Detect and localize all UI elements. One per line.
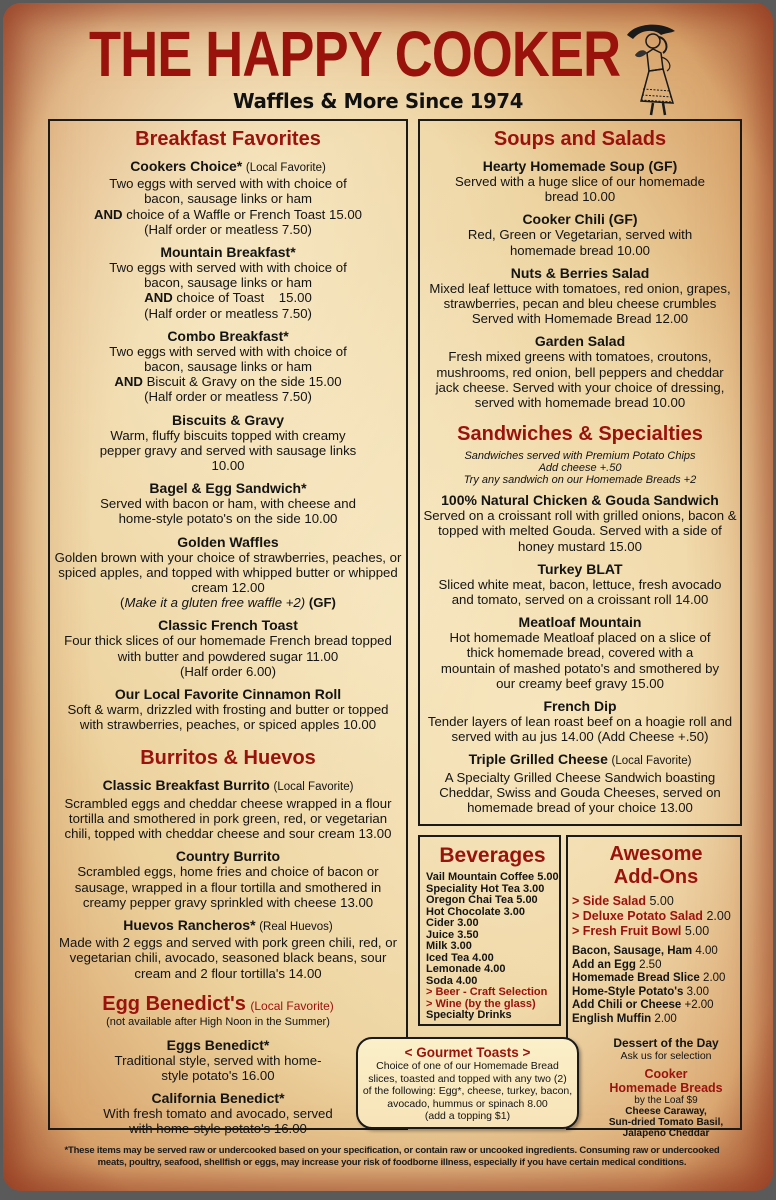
- item-extra: (Half order or meatless 7.50): [144, 305, 312, 321]
- toasts-line: of the following: Egg*, cheese, turkey, bacon,: [362, 1085, 573, 1097]
- beverage-price: 4.00: [484, 963, 506, 975]
- menu-item: Golden Waffles Golden brown with your choice of strawberries, peaches, or spiced apples, and topped with whipped butter or whipped cream 12.00 (Make it a gluten free waffle +2) (GF): [54, 533, 402, 611]
- addon-item: [572, 959, 740, 973]
- beverage-price: 3.00: [457, 917, 479, 929]
- menu-item: [420, 751, 740, 815]
- addons-title-line2: Add-Ons: [613, 866, 699, 888]
- item-note: (Local Favorite): [273, 781, 354, 794]
- menu-item: [50, 1037, 406, 1083]
- item-note: (Local Favorite): [245, 162, 326, 174]
- item-desc: Sliced white meat, bacon, lettuce, fresh avocado and tomato, served on a croissant roll 14.00: [438, 576, 722, 608]
- beverages-section-title: Beverages: [439, 844, 546, 867]
- item-emphasis: AND: [144, 290, 173, 306]
- beverage-price: 3.00: [450, 940, 472, 952]
- breakfast-section-title: Breakfast Favorites: [135, 128, 321, 150]
- addon-price: 2.00: [654, 1012, 677, 1025]
- addon-item: [572, 972, 740, 986]
- bread-variety: Jalapeño Cheddar: [622, 1128, 710, 1139]
- item-name: Huevos Rancheros*: [123, 916, 256, 933]
- item-desc: choice of Toast 15.00: [172, 290, 312, 306]
- menu-item: [50, 480, 406, 526]
- item-name: Nuts & Berries Salad: [510, 264, 650, 281]
- breads-price: by the Loaf $9: [634, 1095, 698, 1106]
- beverage-price: 4.00: [455, 974, 478, 987]
- addon-price: 3.00: [686, 985, 709, 998]
- item-desc: Fresh mixed greens with tomatoes, croutons, mushrooms, red onion, bell peppers and cheddar jack cheese. Served with your choice of dressing, served with homemade bread 10.00: [435, 349, 725, 411]
- item-desc: Hot homemade Meatloaf placed on a slice of thick homemade bread, covered with a mountain of mashed potato's and smothered by our creamy beef gravy 15.00: [440, 630, 720, 691]
- menu-item: [420, 158, 740, 204]
- item-desc: Biscuit & Gravy on the side 15.00: [142, 374, 342, 390]
- beverage-label: > Beer - Craft Selection: [426, 986, 548, 998]
- menu-page: [3, 3, 773, 1191]
- item-name: California Benedict*: [151, 1090, 285, 1107]
- beverages-panel: [418, 835, 561, 1026]
- beverage-item: [426, 1010, 559, 1022]
- item-desc: Scrambled eggs, home fries and choice of bacon or sausage, wrapped in a flour tortilla and smothered in creamy pepper gravy sprinkled with cheese 13.00: [74, 864, 382, 910]
- restaurant-tagline: Waffles & More Since 1974: [233, 89, 524, 113]
- beverage-label: Specialty Drinks: [426, 1009, 512, 1021]
- beverage-label: Speciality Hot Tea: [426, 882, 520, 895]
- menu-item: [50, 848, 406, 910]
- item-name: Classic Breakfast Burrito: [102, 777, 270, 794]
- breads-title-2: Homemade Breads: [609, 1081, 723, 1095]
- beverage-label: Milk: [426, 940, 448, 952]
- beverage-price: 5.00: [537, 871, 559, 883]
- addon-label: English Muffin: [572, 1012, 652, 1025]
- featured-addon-item: [572, 894, 740, 909]
- item-desc: Served with a huge slice of our homemade bread 10.00: [455, 174, 705, 205]
- menu-item: [50, 917, 406, 981]
- addon-label: > Fresh Fruit Bowl: [572, 924, 682, 938]
- menu-item: [50, 328, 406, 405]
- item-name: 100% Natural Chicken & Gouda Sandwich: [441, 492, 719, 509]
- left-menu-panel: [48, 119, 408, 1137]
- item-desc: Tender layers of lean roast beef on a hoagie roll and served with au jus 14.00 (Add Cheese +.50): [427, 714, 733, 745]
- item-desc: Golden brown with your choice of strawberries, peaches, or spiced apples, and topped with whipped butter or whipped cream 12.00: [54, 549, 402, 596]
- beverage-label: Juice: [426, 928, 455, 941]
- item-desc: Warm, fluffy biscuits topped with creamy pepper gravy and served with sausage links 10.00: [99, 427, 357, 474]
- sandwich-note: Try any sandwich on our Homemade Breads +2: [463, 474, 697, 487]
- featured-addon-item: [572, 924, 740, 939]
- item-extra: (Half order 6.00): [179, 663, 276, 679]
- toasts-line: Choice of one of our Homemade Bread: [376, 1060, 559, 1072]
- toasts-title: < Gourmet Toasts >: [404, 1045, 531, 1060]
- item-desc: Soft & warm, drizzled with frosting and butter or topped with strawberries, peaches, or spiced apples 10.00: [67, 702, 389, 733]
- addon-label: Bacon, Sausage, Ham: [572, 945, 693, 957]
- addon-label: > Side Salad: [572, 894, 646, 908]
- item-name: Hearty Homemade Soup (GF): [482, 158, 678, 174]
- item-desc: Traditional style, served with home-style potato's 16.00: [114, 1052, 322, 1083]
- beverage-label: Soda: [426, 974, 453, 987]
- beverage-price: 4.00: [472, 951, 494, 964]
- right-menu-panel: [418, 119, 742, 826]
- beverage-label: Oregon Chai Tea: [426, 894, 514, 906]
- item-name: Mountain Breakfast*: [160, 244, 296, 261]
- item-name: Country Burrito: [175, 848, 281, 865]
- disclaimer-line: meats, poultry, seafood, shellfish or eggs, may increase your risk of foodborne illness, especially if you have certain medical conditions.: [97, 1157, 687, 1168]
- benedicts-section-title: Egg Benedict's: [102, 992, 246, 1015]
- beverage-price: 3.00: [503, 905, 526, 918]
- beverage-label: Iced Tea: [426, 951, 470, 964]
- addon-label: Home-Style Potato's: [572, 985, 684, 998]
- menu-item: [420, 614, 740, 691]
- item-note: (Real Huevos): [259, 920, 333, 933]
- item-desc: Mixed leaf lettuce with tomatoes, red onion, grapes, strawberries, pecan and bleu cheese crumbles Served with Homemade Bread 12.00: [429, 280, 731, 327]
- item-emphasis: AND: [114, 374, 143, 390]
- toasts-line: avocado, hummus or spinach 8.00: [387, 1097, 548, 1110]
- item-gf-option: Make it a gluten free waffle +2): [124, 595, 306, 611]
- addons-title-line1: Awesome: [609, 843, 703, 865]
- item-name: Our Local Favorite Cinnamon Roll: [114, 686, 342, 703]
- item-desc: Made with 2 eggs and served with pork green chili, red, or vegetarian chili, avocado, seasoned black beans, sour cream and 2 flour tortilla's 14.00: [59, 935, 397, 981]
- item-desc: bacon, sausage links or ham: [144, 275, 312, 291]
- gourmet-toasts-callout: [356, 1037, 579, 1129]
- bread-variety: Cheese Caraway,: [625, 1106, 707, 1117]
- addon-label: Add Chili or Cheese: [572, 999, 682, 1011]
- item-desc: Served on a croissant roll with grilled onions, bacon & topped with melted Gouda. Served with a side of honey mustard 15.00: [423, 508, 737, 554]
- item-name: Bagel & Egg Sandwich*: [149, 480, 307, 497]
- item-extra: (Half order or meatless 7.50): [144, 389, 312, 405]
- beverage-label: Vail Mountain Coffee: [426, 871, 535, 883]
- menu-item: [50, 244, 406, 321]
- item-desc: Scrambled eggs and cheddar cheese wrapped in a flour tortilla and smothered in pork green, red, or vegetarian chili, topped with cheddar cheese and sour cream 13.00: [64, 795, 392, 842]
- item-desc: Red, Green or Vegetarian, served with homemade bread 10.00: [467, 227, 693, 258]
- menu-item: [420, 698, 740, 744]
- item-desc: bacon, sausage links or ham: [144, 359, 312, 375]
- addon-label: Add an Egg: [572, 958, 636, 971]
- breads-title-1: Cooker: [644, 1067, 688, 1081]
- addons-list: [572, 945, 740, 1026]
- item-name: Cooker Chili (GF): [522, 211, 638, 228]
- item-desc: choice of a Waffle or French Toast 15.00: [122, 206, 363, 222]
- item-name: Turkey BLAT: [537, 560, 623, 577]
- beverage-label: > Wine (by the glass): [426, 997, 536, 1010]
- item-emphasis: AND: [93, 206, 123, 222]
- item-desc: Four thick slices of our homemade French bread topped with butter and powdered sugar 11.00: [64, 633, 392, 664]
- addon-label: > Deluxe Potato Salad: [572, 909, 703, 923]
- menu-item: [50, 158, 406, 237]
- food-safety-disclaimer: [39, 1145, 745, 1169]
- item-name: Eggs Benedict*: [166, 1036, 270, 1053]
- disclaimer-line: *These items may be served raw or undercooked based on your specification, or contain raw or uncooked ingredients. Consuming raw or undercooked: [64, 1145, 720, 1156]
- item-name: Golden Waffles: [177, 533, 279, 550]
- item-name: Triple Grilled Cheese: [468, 751, 608, 768]
- addon-label: Homemade Bread Slice: [572, 972, 700, 984]
- toasts-line: (add a topping $1): [424, 1110, 511, 1122]
- menu-item: [50, 1090, 406, 1136]
- item-extra: (Half order or meatless 7.50): [144, 221, 312, 237]
- dessert-title: Dessert of the Day: [613, 1036, 719, 1050]
- featured-addon-item: [572, 909, 740, 924]
- beverage-label: Cider: [426, 917, 455, 929]
- menu-item: [420, 561, 740, 607]
- sandwich-note: Sandwiches served with Premium Potato Chips: [464, 450, 696, 463]
- item-name: Biscuits & Gravy: [171, 411, 285, 428]
- item-name: Classic French Toast: [158, 617, 298, 634]
- menu-item: [420, 265, 740, 327]
- beverage-label: Lemonade: [426, 963, 482, 975]
- addon-price: 2.00: [703, 972, 726, 984]
- menu-item: [50, 617, 406, 679]
- item-name: Cookers Choice*: [130, 158, 243, 174]
- addon-price: 2.50: [639, 958, 662, 971]
- menu-item: [420, 211, 740, 257]
- addon-price: +2.00: [684, 999, 714, 1011]
- item-name: Combo Breakfast*: [167, 327, 289, 344]
- dessert-note: Ask us for selection: [620, 1050, 712, 1062]
- addon-item: [572, 986, 740, 1000]
- item-desc: Two eggs with served with with choice of: [109, 260, 347, 276]
- menu-item: [50, 412, 406, 474]
- restaurant-title: THE HAPPY COOKER: [89, 18, 621, 90]
- addon-price: 5.00: [684, 924, 710, 938]
- beverages-list: [426, 872, 559, 1022]
- addon-item: [572, 1013, 740, 1027]
- addons-featured-list: [572, 894, 740, 939]
- item-note: (Local Favorite): [611, 755, 692, 768]
- item-desc: A Specialty Grilled Cheese Sandwich boasting Cheddar, Swiss and Gouda Cheeses, served on homemade bread of your choice 13.00: [439, 769, 721, 816]
- benedicts-note: (Local Favorite): [250, 998, 334, 1013]
- sandwich-note: Add cheese +.50: [538, 462, 622, 475]
- gf-badge: (GF): [308, 595, 336, 611]
- toasts-line: slices, toasted and topped with any two (2): [368, 1072, 567, 1085]
- item-name: French Dip: [543, 698, 617, 715]
- item-desc: Served with bacon or ham, with cheese and home-style potato's on the side 10.00: [100, 496, 356, 527]
- item-desc: Two eggs with served with with choice of: [109, 176, 347, 192]
- victorian-lady-mascot-icon: [621, 19, 687, 119]
- menu-item: [50, 777, 406, 841]
- beverage-label: Hot Chocolate: [426, 905, 501, 918]
- sandwiches-section-title: Sandwiches & Specialties: [457, 423, 703, 446]
- menu-item: [420, 333, 740, 410]
- beverage-price: 3.50: [457, 928, 479, 941]
- item-desc: With fresh tomato and avocado, served with home-style potato's 16.00: [103, 1106, 333, 1137]
- addon-price: 5.00: [649, 894, 674, 908]
- beverage-price: 5.00: [516, 894, 538, 906]
- burritos-section-title: Burritos & Huevos: [140, 747, 316, 770]
- bread-variety: Sun-dried Tomato Basil,: [608, 1117, 724, 1128]
- addon-price: 4.00: [695, 945, 718, 957]
- addon-item: [572, 945, 740, 959]
- beverage-price: 3.00: [523, 882, 545, 895]
- addons-panel: [566, 835, 742, 1139]
- addon-item: [572, 999, 740, 1013]
- menu-item: [50, 686, 406, 732]
- benedicts-availability: (not available after High Noon in the Summer): [106, 1015, 330, 1028]
- item-name: Garden Salad: [534, 333, 626, 350]
- soups-section-title: Soups and Salads: [493, 128, 667, 150]
- item-name: Meatloaf Mountain: [518, 614, 642, 631]
- item-desc: Two eggs with served with with choice of: [109, 343, 347, 359]
- item-desc: bacon, sausage links or ham: [144, 191, 312, 207]
- menu-item: [420, 492, 740, 554]
- addon-price: 2.00: [706, 909, 731, 923]
